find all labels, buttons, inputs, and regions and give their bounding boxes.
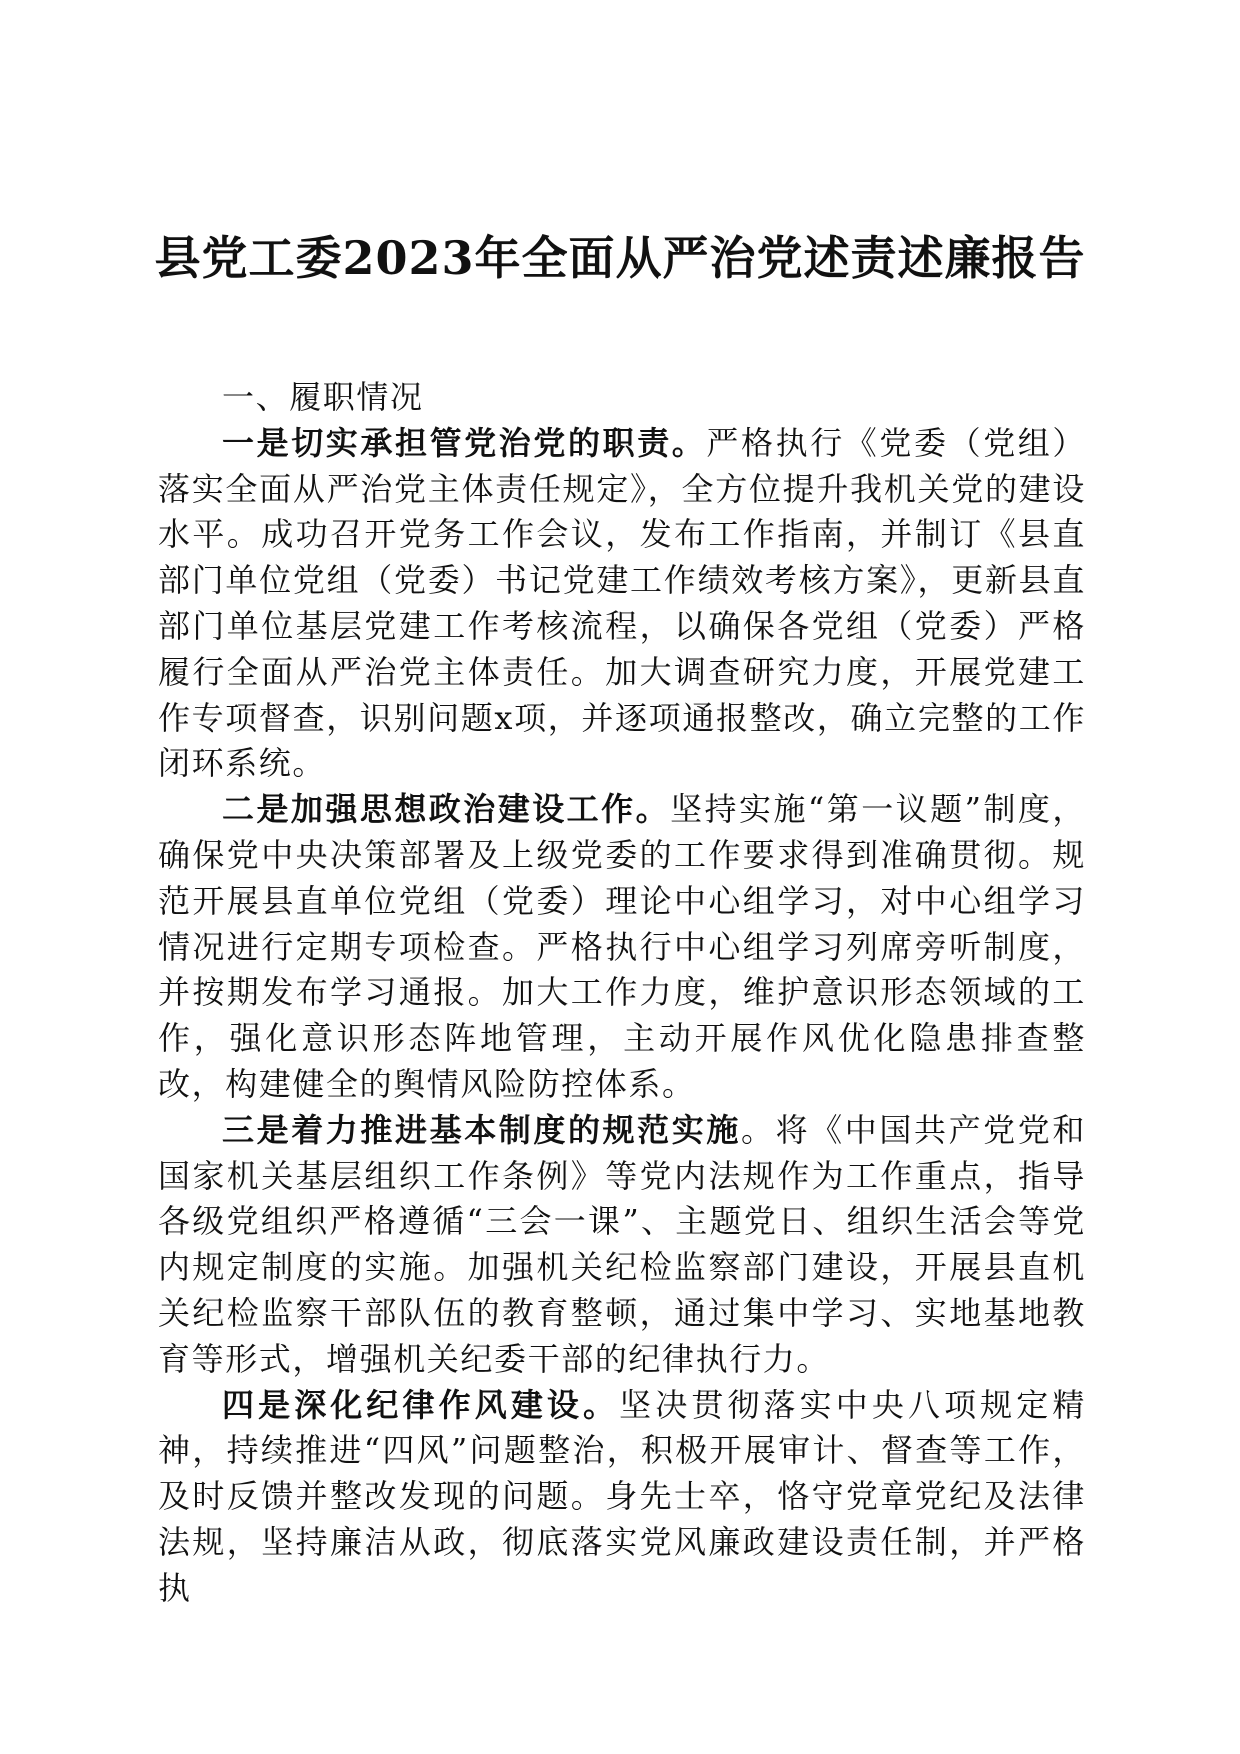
paragraph-1-lead: 一是切实承担管党治党的职责。 (222, 423, 707, 462)
paragraph-2-lead: 二是加强思想政治建设工作。 (222, 790, 671, 829)
paragraph-4 (158, 1383, 1086, 1612)
paragraph-4-text: 坚决贯彻落实中央八项规定精神，持续推进“四风”问题整治，积极开展审计、督查等工作，及时反馈并整改发现的问题。身先士卒，恪守党章党纪及法律法规，坚持廉洁从政，彻底落实党风廉政建设责任制，并严格执 (158, 1385, 1086, 1607)
paragraph-2 (158, 787, 1086, 1108)
paragraph-2-text: 坚持实施“第一议题”制度，确保党中央决策部署及上级党委的工作要求得到准确贯彻。规范开展县直单位党组（党委）理论中心组学习，对中心组学习情况进行定期专项检查。严格执行中心组学习列席旁听制度，并按期发布学习通报。加大工作力度，维护意识形态领域的工作，强化意识形态阵地管理，主动开展作风优化隐患排查整改，构建健全的舆情风险防控体系。 (158, 790, 1086, 1103)
paragraph-3-lead: 三是着力推进基本制度的规范实施 (222, 1110, 741, 1149)
document-body (158, 375, 1086, 1612)
paragraph-3-text: 。将《中国共产党党和国家机关基层组织工作条例》等党内法规作为工作重点，指导各级党组织严格遵循“三会一课”、主题党日、组织生活会等党内规定制度的实施。加强机关纪检监察部门建设，开展县直机关纪检监察干部队伍的教育整顿，通过集中学习、实地基地教育等形式，增强机关纪委干部的纪律执行力。 (158, 1110, 1086, 1378)
section-heading: 一、履职情况 (222, 378, 424, 416)
paragraph-3 (158, 1108, 1086, 1383)
paragraph-1-text: 严格执行《党委（党组）落实全面从严治党主体责任规定》，全方位提升我机关党的建设水平。成功召开党务工作会议，发布工作指南，并制订《县直部门单位党组（党委）书记党建工作绩效考核方案》，更新县直部门单位基层党建工作考核流程，以确保各党组（党委）严格履行全面从严治党主体责任。加大调查研究力度，开展党建工作专项督查，识别问题x项，并逐项通报整改，确立完整的工作闭环系统。 (158, 423, 1087, 783)
paragraph-1 (158, 421, 1086, 787)
paragraph-4-lead: 四是深化纪律作风建设。 (222, 1385, 620, 1424)
document-title: 县党工委2023年全面从严治党述责述廉报告 (154, 231, 1086, 285)
